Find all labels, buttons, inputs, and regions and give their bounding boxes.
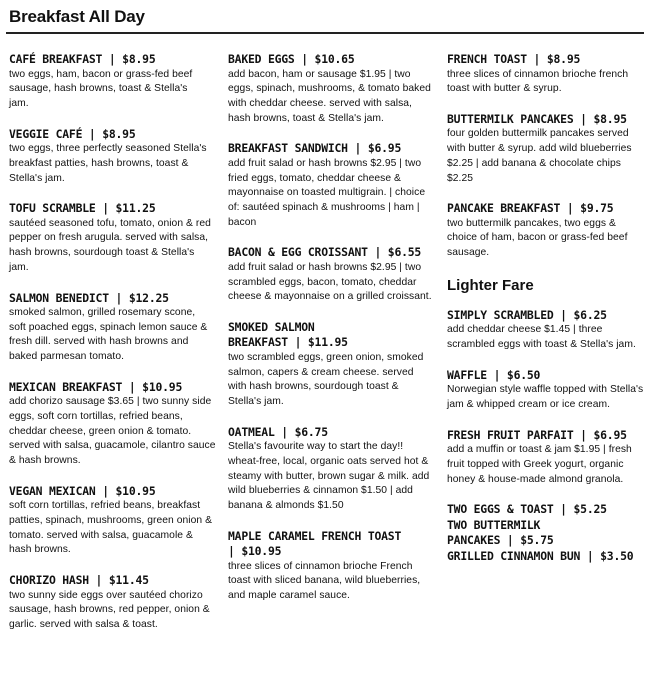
menu-item-description: three slices of cinnamon brioche french toast with butter & syrup. — [447, 68, 629, 95]
menu-item-cafe-breakfast — [9, 52, 219, 112]
menu-item-title: BACON & EGG CROISSANT | $6.55 — [228, 245, 422, 260]
menu-item-title: SIMPLY SCRAMBLED | $6.25 — [447, 307, 607, 322]
menu-item-title: OATMEAL | $6.75 — [228, 424, 328, 439]
menu-item-description: Stella's favourite way to start the day!! wheat-free, local, organic oats served hot & steamy with butter, brown sugar & milk. add wild blueberries & cinnamon $1.50 | add banana & almonds $1.50 — [228, 441, 430, 512]
menu-item-baked-eggs — [228, 52, 438, 126]
menu-item-smoked-salmon-breakfast — [228, 320, 438, 410]
menu-item-description: three slices of cinnamon brioche French toast with sliced banana, wild blueberries, and maple caramel sauce. — [228, 560, 421, 602]
menu-item-title: FRESH FRUIT PARFAIT | $6.95 — [447, 427, 627, 442]
menu-item-title: TOFU SCRAMBLE | $11.25 — [9, 201, 156, 216]
menu-title: Breakfast All Day — [9, 7, 145, 26]
menu-column-3 — [447, 52, 647, 564]
menu-item-maple-caramel-french-toast — [228, 529, 438, 604]
menu-item-title: MAPLE CARAMEL FRENCH TOAST | $10.95 — [228, 528, 402, 559]
menu-item-mexican-breakfast — [9, 380, 219, 469]
menu-item-description: add bacon, ham or sausage $1.95 | two eggs, spinach, mushrooms, & tomato baked with cheddar cheese. served with salsa, hash browns, toast & Stella's jam. — [228, 68, 431, 124]
menu-item-grilled-cinnamon-bun: GRILLED CINNAMON BUN | $3.50 — [447, 548, 634, 563]
menu-item-description: add chorizo sausage $3.65 | two sunny side eggs, soft corn tortillas, refried beans, cheddar cheese, green onion & tomato. served with salsa, guacamole, cilantro sauce & hash browns. — [9, 396, 216, 467]
menu-item-fresh-fruit-parfait — [447, 428, 647, 488]
menu-item-title: SMOKED SALMON BREAKFAST | $11.95 — [228, 319, 348, 350]
menu-item-french-toast — [447, 52, 647, 97]
menu-extras — [447, 502, 647, 564]
menu-item-title: MEXICAN BREAKFAST | $10.95 — [9, 379, 183, 394]
menu-item-veggie-cafe — [9, 127, 219, 187]
menu-item-breakfast-sandwich — [228, 141, 438, 230]
menu-item-description: four golden buttermilk pancakes served with butter & syrup. add wild blueberries $2.25 | add banana & chocolate chips $2.25 — [447, 128, 632, 184]
menu-item-title: SALMON BENEDICT | $12.25 — [9, 290, 169, 305]
menu-item-simply-scrambled — [447, 308, 647, 353]
menu-item-description: smoked salmon, grilled rosemary scone, soft poached eggs, spinach lemon sauce & fresh dill. served with hash browns and baked parmesan tomato. — [9, 307, 208, 363]
menu-item-title: CHORIZO HASH | $11.45 — [9, 573, 149, 588]
menu-item-description: add fruit salad or hash browns $2.95 | two scrambled eggs, bacon, tomato, cheddar cheese & mayonnaise on a grilled croissant. — [228, 261, 432, 303]
section-title-lighter-fare: Lighter Fare — [447, 276, 534, 294]
menu-item-description: soft corn tortillas, refried beans, breakfast patties, spinach, mushrooms, green onion & tomato. served with salsa, guacamole & hash browns. — [9, 500, 212, 556]
menu-item-title: WAFFLE | $6.50 — [447, 367, 541, 382]
menu-item-title: CAFÉ BREAKFAST | $8.95 — [9, 52, 156, 66]
menu-item-title: BREAKFAST SANDWICH | $6.95 — [228, 141, 402, 156]
menu-item-waffle — [447, 368, 647, 413]
menu-item-title: VEGAN MEXICAN | $10.95 — [9, 483, 156, 498]
menu-item-oatmeal — [228, 425, 438, 514]
menu-item-bacon-egg-croissant — [228, 245, 438, 305]
menu-column-2 — [228, 52, 438, 604]
menu-item-pancake-breakfast — [447, 201, 647, 261]
menu-item-title: FRENCH TOAST | $8.95 — [447, 52, 581, 66]
menu-item-title: VEGGIE CAFÉ | $8.95 — [9, 126, 136, 141]
menu-item-description: two eggs, ham, bacon or grass-fed beef sausage, hash browns, toast & Stella's jam. — [9, 68, 193, 109]
menu-item-description: add cheddar cheese $1.45 | three scrambled eggs with toast & Stella's jam. — [447, 324, 636, 351]
menu-item-two-eggs-toast: TWO EGGS & TOAST | $5.25 — [447, 502, 607, 517]
menu-item-description: add a muffin or toast & jam $1.95 | fresh fruit topped with Greek yogurt, organic honey & house-made almond granola. — [447, 444, 632, 485]
menu-item-description: two buttermilk pancakes, two eggs & choice of ham, bacon or grass-fed beef sausage. — [447, 217, 628, 259]
menu-item-two-buttermilk-pancakes: TWO BUTTERMILK PANCAKES | $5.75 — [447, 517, 554, 548]
menu-item-vegan-mexican — [9, 484, 219, 558]
menu-item-description: two eggs, three perfectly seasoned Stella's breakfast patties, hash browns, toast & Stella's jam. — [9, 143, 207, 184]
menu-item-title: PANCAKE BREAKFAST | $9.75 — [447, 201, 614, 216]
menu-item-title: BAKED EGGS | $10.65 — [228, 52, 355, 66]
menu-item-description: two scrambled eggs, green onion, smoked salmon, capers & cream cheese. served with hash browns, sourdough toast & Stella's jam. — [228, 351, 424, 408]
menu-item-tofu-scramble — [9, 201, 219, 275]
menu-item-description: Norwegian style waffle topped with Stella's jam & whipped cream or ice cream. — [447, 384, 644, 410]
menu-item-description: sautéed seasoned tofu, tomato, onion & red pepper on fresh arugula. served with salsa, hash browns, sourdough toast & Stella's jam. — [9, 217, 211, 273]
menu-item-title: BUTTERMILK PANCAKES | $8.95 — [447, 111, 627, 126]
menu-item-salmon-benedict — [9, 291, 219, 365]
menu-item-description: add fruit salad or hash browns $2.95 | two fried eggs, tomato, cheddar cheese & mayonnaise on toasted multigrain. | choice of: sautéed spinach & mushrooms | ham | bacon — [228, 157, 426, 228]
menu-item-chorizo-hash — [9, 573, 219, 633]
menu-item-buttermilk-pancakes — [447, 112, 647, 186]
menu-column-1 — [9, 52, 219, 633]
menu-item-description: two sunny side eggs over sautéed chorizo sausage, hash browns, red pepper, onion & garlic. served with salsa & toast. — [9, 589, 210, 631]
menu-header — [6, 4, 644, 34]
